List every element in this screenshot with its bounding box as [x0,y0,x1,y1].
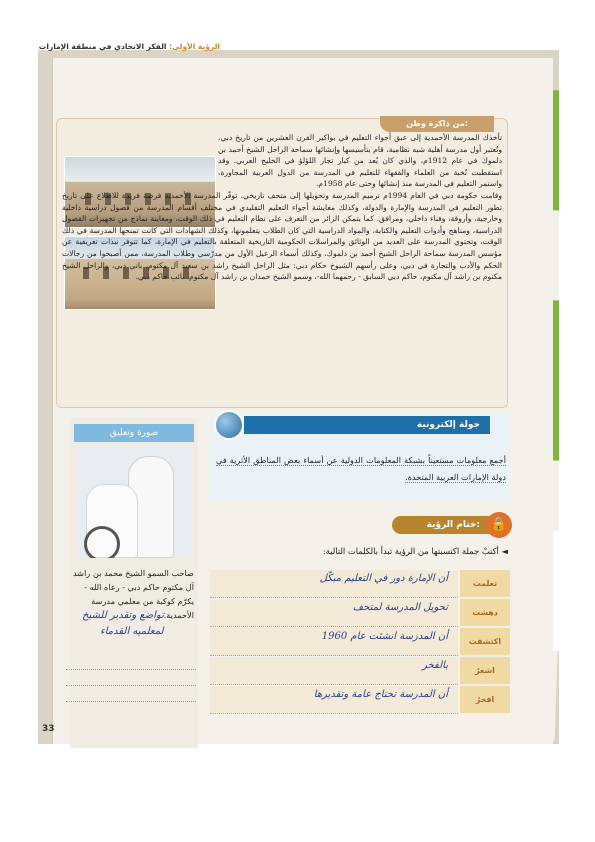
memory-tab: من ذاكرة وطن: [380,116,494,132]
handwritten-caption-1: تواضع وتقدير للشيخ [82,610,164,621]
handwritten-caption-2: لمعلميه القدماء [100,626,164,637]
closing-row-answer: تحويل المدرسة لمتحف [352,602,448,613]
closing-row-label: اكتشفت [460,628,510,655]
page-header [38,42,220,51]
honoring-photo [78,446,192,558]
header-title: الفكر الاتحادي في منطقة الإمارات [38,42,167,51]
closing-instruction: ◄ أكتبْ جملة اكتسبتها من الرؤية تبدأ بالكلمات التالية: [322,546,508,556]
closing-row-answer: أن الإمارة دور في التعليم مبكّل [319,573,448,584]
closing-row-label: تعلمت [460,570,510,597]
photo-caption-tab: صورة وتعليق [74,424,194,442]
closing-tab: ختام الرؤية: [392,516,490,534]
lock-icon: 🔒 [486,512,512,538]
closing-row[interactable] [210,570,510,597]
memory-paragraph-2: وقامت حكومة دبي في العام 1994م ترميم المدرسة وتحويلها إلى متحف تاريخي. توفّر المدرسة الأحمدية فرصة فريدة للاطلاع على تاريخ تطور التعليم في المدرسة والإمارة والدولة، وكذلك معايشة أجواء التعليم التقليدي في مختلف أقسام المدرسة من فصول دراسية داخلية وخارجية، وأروقة، وفناء داخلي، ومرافق. كما يتمكن الزائر من التعرف على نظام التعليم في ذلك الوقت، ومعاينة نماذج من تجهيزات الفصول الدراسية، ومناهج وأدوات التعليم والكتابة، والمواد الدراسية التي كان الطلاب يتعلمونها، وكذلك الشهادات التي كانت تمنحها المدرسة في ذلك الوقت، وتحتوي المدرسة على العديد من الوثائق والمراسلات الحكومية التاريخية المتعلقة بالتعليم في الإمارة، كما تتوفر نبذات تعريفية عن مؤسس المدرسة سماحة الراحل الشيخ أحمد بن دلموك، وكذلك أسماء الرعيل الأول من مدرّسي وطلاب المدرسة، ممن أصبحوا من رجالات الحكم والأدب والتجارة في دبي، وعلى رأسهم الشيوخ حكام دبي: مثل الراحل الشيخ راشد بن سعيد آل مكتوم، باني دبي، والراحل الشيخ مكتوم بن راشد آل مكتوم، حاكم دبي السابق - رحمهما الله-، وسمو الشيخ حمدان بن راشد آل مكتوم، نائب حاكم دبي. [62,190,502,282]
closing-row[interactable] [210,599,510,626]
closing-row-label: اشعرُ [460,657,510,684]
photo-caption: صاحب السمو الشيخ محمد بن راشد آل مكتوم حاكم دبي - رعاه الله - يكرّم كوكبة من معلمي مدرسة الأحمدية. [72,568,194,620]
header-highlight: الرؤية الأولى: [169,42,220,51]
globe-icon [214,410,244,440]
etour-text [216,452,506,486]
closing-row-answer: بالفخر [422,660,448,671]
memory-text [62,132,502,283]
closing-row-label: افخرُ [460,686,510,713]
closing-row[interactable] [210,657,510,684]
closing-row-answer: أن المدرسة انشئت عام 1960 [321,631,448,642]
closing-row[interactable] [210,628,510,655]
caption-lines [66,654,196,704]
closing-row-label: دهشت [460,599,510,626]
wheelchair-wheel [84,526,120,558]
closing-row-answer: أن المدرسة تحتاج عامة وتقديرها [313,689,448,700]
etour-instruction: أجمع معلومات مستعيناً بشبكة المعلومات الدولية عن أسماء بعض المناطق الأثرية في دولة الإمارات العربية المتحدة. [216,455,506,482]
etour-tab: جولة إلكترونية [244,416,490,434]
memory-paragraph-1: تأخذك المدرسة الأحمدية إلى عبق أجواء التعليم في بواكير القرن العشرين من تاريخ دبي، وتُعتبر أول مدرسة أهلية شبه نظامية، قام بتأسيسها وإنشائها سماحة الراحل الشيخ أحمد بن دلموك في عام 1912م، والذي كان يُعد من كبار تجار اللؤلؤ في الخليج العربي. وقد استقطبت نُخبة من العلماء والفقهاء للتعليم في المدرسة من الدول العربية المجاورة، واستمر التعليم في المدرسة منذ إنشائها وحتى عام 1958م. [218,133,502,189]
closing-row[interactable] [210,686,510,713]
page-number: 33 [42,724,55,734]
